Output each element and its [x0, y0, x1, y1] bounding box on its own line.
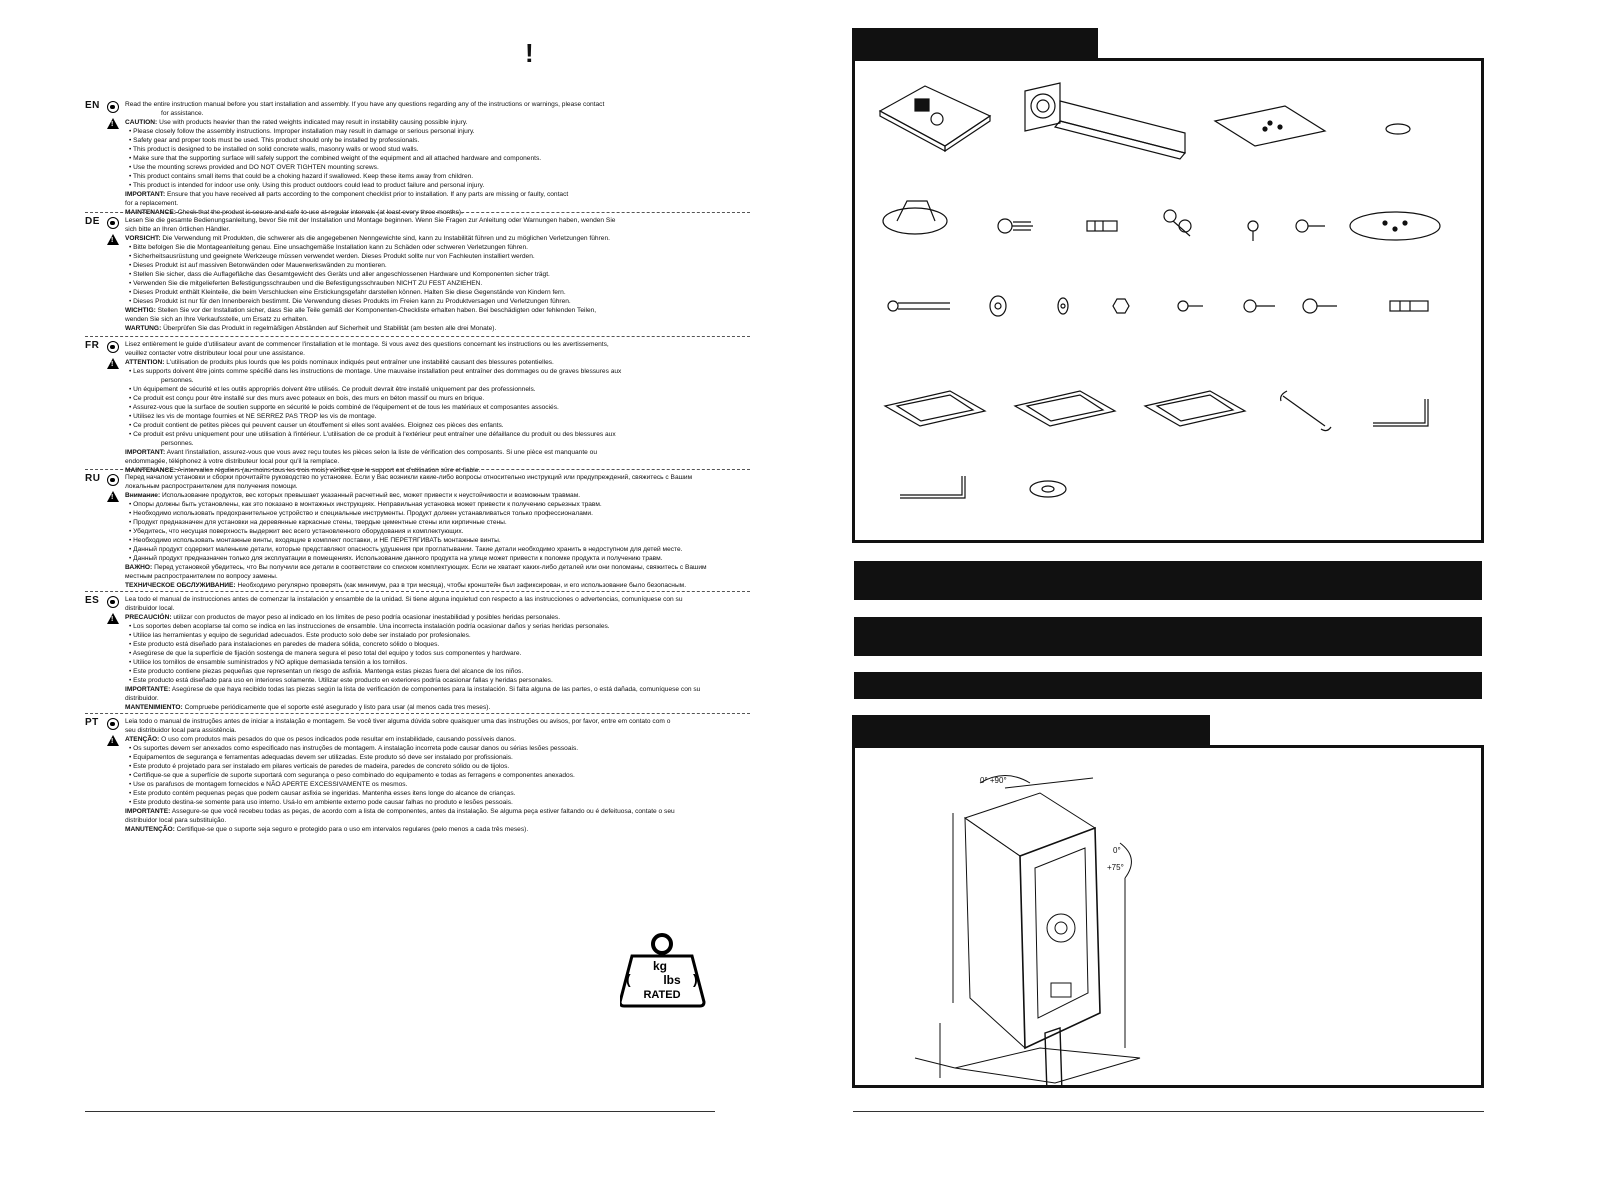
instruction-line: • This product contains small items that could be a choking hazard if swallowed. Keep these items away from children.	[129, 173, 474, 180]
base-plate	[955, 1048, 1140, 1083]
washer-part-2	[1058, 298, 1068, 314]
enclosure-side	[965, 818, 1025, 1048]
instruction-line: • Este produto contém pequenas peças que podem causar asfixia se ingeridas. Mantenha esses itens longe do alcance de crianças.	[129, 790, 516, 797]
adapter-frame-part-3	[1145, 391, 1245, 426]
swivel-angle-label: 0° +90°	[980, 776, 1007, 785]
caution-icon	[107, 118, 119, 129]
language-text	[125, 473, 750, 590]
instruction-line: • Необходимо использовать предохранительное устройство и специальные инструменты. Продукт должен устанавливаться только профессионалами.	[129, 510, 593, 517]
instruction-line: • Este producto está diseñado para uso en interiores solamente. Utilizar este producto en exteriores podría ocasionar fallas y heridas personales.	[129, 677, 553, 684]
safety-instructions-page	[85, 30, 750, 1150]
globe-icon	[107, 341, 119, 353]
instruction-line: MANTENIMIENTO: Compruebe periódicamente que el soporte esté asegurado y listo para usar (al menos cada tres meses).	[125, 704, 491, 711]
instruction-line: Read the entire instruction manual before you start installation and assembly. If you have any questions regarding any of the instructions or warnings, please contact	[125, 101, 605, 108]
section-divider	[85, 336, 750, 337]
instruction-line: ВАЖНО: Перед установкой убедитесь, что Вы получили все детали в соответствии со списком комплектующих. Если не хватает каких-либо деталей или они поломаны, свяжитесь с Вашим	[125, 564, 707, 571]
instruction-line: IMPORTANTE: Assegure-se que você recebeu todas as peças, de acordo com a lista de componentes, antes da instalação. Se alguma peça estiver faltando ou é defeituosa, contate o seu	[125, 808, 675, 815]
rubber-foot-part	[1030, 481, 1066, 497]
parts-illustration	[855, 61, 1481, 540]
language-text	[125, 100, 750, 217]
caution-icon	[107, 735, 119, 746]
round-plate-part	[1350, 212, 1440, 240]
enclosure-window	[1035, 848, 1088, 1018]
enclosure-top	[965, 793, 1095, 856]
instruction-line: • Продукт предназначен для установки на деревянные каркасные стены, твердые цементные стены или кирпичные стены.	[129, 519, 507, 526]
globe-icon	[107, 101, 119, 113]
instruction-line: • Un équipement de sécurité et les outils appropriés doivent être utilisés. Ce produit devrait être installé uniquement par des professionnels.	[129, 386, 536, 393]
screw-part-3	[1296, 220, 1325, 232]
instruction-line: • Ce produit contient de petites pièces qui peuvent causer un étouffement si elles sont avalées. Eloignez ces pièces des enfants.	[129, 422, 504, 429]
instruction-line: • Assurez-vous que la surface de soutien supporte en sécurité le poids combiné de l'équipement et de tous les matériaux et composantes associés.	[129, 404, 559, 411]
instruction-line: distribuidor.	[125, 695, 159, 702]
instruction-line: • Данный продукт предназначен только для эксплуатации в помещениях. Использование данного продукта на улице может привести к поломке продукта и получению травм.	[129, 555, 663, 562]
mount-circle	[1047, 914, 1075, 942]
screw-part-6	[1303, 299, 1337, 313]
dimensions-tab	[852, 715, 1210, 747]
instruction-line: • Ce produit est prévu uniquement pour une utilisation à l'intérieur. L'utilisation de ce produit à l'extérieur peut entraîner une défaillance du produit ou des blessures aux	[129, 431, 616, 438]
weight-unit-lbs: lbs	[663, 973, 681, 987]
instruction-line: wenden Sie sich an Ihre Verkaufsstelle, um Ersatz zu erhalten.	[125, 316, 308, 323]
language-text	[125, 595, 750, 712]
section-bar-3	[854, 672, 1482, 699]
adapter-frame-part-1	[885, 391, 985, 426]
washer-part-1	[990, 296, 1006, 316]
instruction-line: • Utilice las herramientas y equipo de seguridad adecuados. Este producto solo debe ser instalado por profesionales.	[129, 632, 471, 639]
weight-rating-badge	[620, 930, 710, 1010]
instruction-line: • Este produto destina-se somente para uso interno. Usá-lo em ambiente externo pode causar falhas no produto e lesões pessoais.	[129, 799, 513, 806]
instruction-line: • Este produto é projetado para ser instalado em pilares verticais de paredes de madeira, paredes de concreto sólido ou de tijolos.	[129, 763, 510, 770]
instruction-line: • Убедитесь, что несущая поверхность выдержит вес всего установленного оборудования и комплектующих.	[129, 528, 464, 535]
caution-icon	[107, 358, 119, 369]
instruction-line: distribuidor local para substituição.	[125, 817, 227, 824]
warning-heading: !	[525, 38, 534, 68]
instruction-line: IMPORTANTE: Asegúrese de que haya recibido todas las piezas según la lista de verificación de componentes para la instalación. Si falta alguna de las partes, o está dañada, comuníquese con su	[125, 686, 701, 693]
instruction-line: MAINTENANCE: A intervalles réguliers (au moins tous les trois mois) vérifiez que le support est d'utilisation sûre et fiable.	[125, 467, 481, 474]
section-divider	[85, 212, 750, 213]
instruction-line: ATTENTION: L'utilisation de produits plus lourds que les poids nominaux indiqués peut entraîner une instabilité causant des blessures potentielles.	[125, 359, 554, 366]
weight-unit-kg: kg	[652, 959, 668, 973]
instruction-line: • Os suportes devem ser anexados como especificado nas instruções de montagem. A instalação incorreta pode causar danos ou sérias lesões pessoais.	[129, 745, 579, 752]
stand-pole	[1045, 1028, 1062, 1085]
instruction-line: • Este producto está diseñado para instalaciones en paredes de madera sólida, concreto sólido o bloques.	[129, 641, 440, 648]
screw-part-2	[1248, 221, 1258, 241]
language-text	[125, 216, 750, 333]
instruction-line: Перед началом установки и сборки прочитайте руководство по установке. Если у Вас возникли какие-либо вопросы относительно инструкций или предупреждений, свяжитесь с Вашим	[125, 474, 693, 481]
instruction-line: WICHTIG: Stellen Sie vor der Installation sicher, dass Sie alle Teile gemäß der Komponenten-Checkliste erhalten haben. Bei beschädigten oder fehlenden Teilen,	[125, 307, 597, 314]
instruction-line: distribuidor local.	[125, 605, 175, 612]
instruction-line: • Equipamentos de segurança e ferramentas adequadas devem ser utilizadas. Este produto só deve ser instalado por profissionais.	[129, 754, 513, 761]
globe-icon	[107, 718, 119, 730]
base-plate-part	[1215, 106, 1325, 146]
instruction-line: • Use os parafusos de montagem fornecidos e NÃO APERTE EXCESSIVAMENTE os mesmos.	[129, 781, 408, 788]
instruction-line: personnes.	[161, 377, 194, 384]
enclosure-front	[1020, 828, 1100, 1048]
instruction-line: veuillez contacter votre distributeur local pour une assistance.	[125, 350, 305, 357]
instruction-line: • Dieses Produkt ist nur für den Innenbereich bestimmt. Die Verwendung dieses Produkts im Freien kann zu Produktversagen und Verletzungen führen.	[129, 298, 571, 305]
tablet-enclosure-part	[880, 86, 990, 151]
weight-paren-close: )	[693, 971, 698, 987]
instruction-line: IMPORTANT: Avant l'installation, assurez-vous que vous avez reçu toutes les pièces selon la liste de vérification des composants. Si une pièce est manquante ou	[125, 449, 597, 456]
instruction-line: • Ce produit est conçu pour être installé sur des murs avec poteaux en bois, des murs en béton massif ou murs en brique.	[129, 395, 485, 402]
instruction-line: • Необходимо использовать монтажные винты, входящие в комплект поставки, и НЕ ПЕРЕТЯГИВАТЬ монтажные винты.	[129, 537, 501, 544]
hex-key-part-2	[900, 476, 965, 498]
instruction-line: • Utilisez les vis de montage fournies et NE SERREZ PAS TROP les vis de montage.	[129, 413, 377, 420]
instruction-line: • Dieses Produkt ist auf massiven Betonwänden oder Mauerwerkswänden zu montieren.	[129, 262, 387, 269]
language-text	[125, 717, 750, 834]
tilt-angle-bottom-label: +75°	[1107, 863, 1124, 872]
parts-list-tab	[852, 28, 1098, 60]
instruction-line: CAUTION: Use with products heavier than the rated weights indicated may result in instability causing possible injury.	[125, 119, 468, 126]
globe-icon	[107, 474, 119, 486]
language-code: RU	[85, 473, 101, 484]
screw-part-4	[1178, 301, 1203, 311]
wall-anchor-part-2	[1390, 301, 1428, 311]
instruction-line: ATENÇÃO: O uso com produtos mais pesados do que os pesos indicados pode resultar em instabilidade, causando possíveis danos.	[125, 736, 516, 743]
instruction-line: местным распространителем по вопросу замены.	[125, 573, 278, 580]
caution-icon	[107, 234, 119, 245]
language-code: PT	[85, 717, 99, 728]
weight-rated-label: RATED	[643, 989, 681, 1001]
adapter-frame-part-2	[1015, 391, 1115, 426]
language-code: ES	[85, 595, 100, 606]
instruction-line: VORSICHT: Die Verwendung mit Produkten, die schwerer als die angegebenen Nenngewichte sind, kann zu Instabilität führen und zu möglichen Verletzungen führen.	[125, 235, 610, 242]
instruction-line: • This product is designed to be installed on solid concrete walls, masonry walls or wood stud walls.	[129, 146, 419, 153]
instruction-line: • Utilice los tornillos de ensamble suministrados y NO aplique demasiada tensión a los tornillos.	[129, 659, 408, 666]
instruction-line: • Este producto contiene piezas pequeñas que representan un riesgo de asfixia. Mantenga estas piezas fuera del alcance de los niños.	[129, 668, 524, 675]
instruction-line: локальным распространителем для получения помощи.	[125, 483, 298, 490]
instruction-line: • Sicherheitsausrüstung und geeignete Werkzeuge müssen verwendet werden. Dieses Produkt sollte nur von Fachleuten installiert werden.	[129, 253, 535, 260]
instruction-line: Lea todo el manual de instrucciones antes de comenzar la instalación y ensamble de la unidad. Si tiene alguna inquietud con respecto a las instrucciones o advertencias, comuníquese con su	[125, 596, 683, 603]
instruction-line: • Safety gear and proper tools must be used. This product should only be installed by professionals.	[129, 137, 420, 144]
instruction-line: MAINTENANCE: Check that the product is secure and safe to use at regular intervals (at least every three months).	[125, 209, 463, 216]
section-divider	[85, 591, 750, 592]
caution-icon	[107, 491, 119, 502]
instruction-line: MANUTENÇÃO: Certifique-se que o suporte seja seguro e protegido para o uso em intervalos regulares (pelo menos a cada três meses).	[125, 826, 529, 833]
base-cover-part	[883, 201, 947, 234]
lock-block	[1051, 983, 1071, 997]
stand-pole-part	[1025, 83, 1185, 159]
instruction-line: • Certifique-se que a superfície de suporte suportará com segurança o peso combinado do equipamento e todas as ferragens e componentes anexados.	[129, 772, 575, 779]
instruction-line: endommagée, téléphonez à votre distributeur local pour qu'il la remplace.	[125, 458, 340, 465]
caution-icon	[107, 613, 119, 624]
bottom-rule-left	[85, 1111, 715, 1112]
instruction-line: Lisez entièrement le guide d'utilisateur avant de commencer l'installation et le montage. Si vous avez des questions concernant les instructions ou les avertissements,	[125, 341, 609, 348]
instruction-line: seu distribuidor local para assistência.	[125, 727, 237, 734]
instruction-line: IMPORTANT: Ensure that you have received all parts according to the component checklist prior to installation. If any parts are missing or faulty, contact	[125, 191, 569, 198]
language-text	[125, 340, 750, 475]
tilt-angle-top-label: 0°	[1113, 846, 1121, 855]
key-part	[1164, 210, 1191, 236]
screw-part-5	[1244, 300, 1275, 312]
instruction-line: • Les supports doivent être joints comme spécifié dans les instructions de montage. Une mauvaise installation peut entraîner des dommages ou de graves blessures aux	[129, 368, 622, 375]
dimensions-box	[852, 745, 1484, 1088]
hex-key-part-1	[1373, 399, 1428, 426]
instruction-line: Внимание: Использование продуктов, вес которых превышает указанный расчетный вес, может привести к неустойчивости и возможным травмам.	[125, 492, 581, 499]
tilt-arc-icon	[1120, 843, 1131, 878]
parts-list-box	[852, 58, 1484, 543]
instruction-line: • Опоры должны быть установлены, как это показано в монтажных инструкциях. Неправильная установка может привести к получению серьезных травм.	[129, 501, 602, 508]
screw-part-1	[998, 219, 1033, 233]
instruction-line: • Stellen Sie sicher, dass die Auflagefläche das Gesamtgewicht des Geräts und aller angeschlossenen Hardware und Komponenten sicher trägt.	[129, 271, 550, 278]
language-code: DE	[85, 216, 100, 227]
instruction-line: Leia todo o manual de instruções antes de iniciar a instalação e montagem. Se você tiver alguma dúvida sobre quaisquer uma das instruções ou avisos, por favor, entre em contato com o	[125, 718, 671, 725]
weight-icon	[620, 930, 710, 1010]
instruction-line: WARTUNG: Überprüfen Sie das Produkt in regelmäßigen Abständen auf Sicherheit und Stabilität (am besten alle drei Monate).	[125, 325, 497, 332]
globe-icon	[107, 217, 119, 229]
instruction-line: • Los soportes deben acoplarse tal como se indica en las instrucciones de ensamble. Una incorrecta instalación podría ocasionar daños y serias heridas personales.	[129, 623, 610, 630]
language-code: FR	[85, 340, 100, 351]
instruction-line: Lesen Sie die gesamte Bedienungsanleitung, bevor Sie mit der Installation und Montage beginnen. Wenn Sie Fragen zur Anleitung oder Warnungen haben, wenden Sie	[125, 217, 616, 224]
instruction-line: • Use the mounting screws provided and DO NOT OVER TIGHTEN mounting screws.	[129, 164, 379, 171]
section-bar-2	[854, 617, 1482, 656]
bottom-rule-right	[853, 1111, 1484, 1112]
instruction-line: • Make sure that the supporting surface will safely support the combined weight of the equipment and all attached hardware and components.	[129, 155, 542, 162]
weight-paren-open: (	[626, 971, 631, 987]
instruction-line: personnes.	[161, 440, 194, 447]
instruction-line: sich bitte an Ihren örtlichen Händler.	[125, 226, 231, 233]
instruction-line: • Asegúrese de que la superficie de fijación sostenga de manera segura el peso total del equipo y todos sus componentes y hardware.	[129, 650, 522, 657]
instruction-line: • Bitte befolgen Sie die Montageanleitung genau. Eine unsachgemäße Installation kann zu Schäden oder schweren Verletzungen führen.	[129, 244, 528, 251]
section-divider	[85, 469, 750, 470]
instruction-line: ТЕХНИЧЕСКОЕ ОБСЛУЖИВАНИЕ: Необходимо регулярно проверять (как минимум, раз в три месяца), чтобы кронштейн был зафиксирован, и его использование было безопасным.	[125, 582, 687, 589]
wrench-part	[1281, 391, 1331, 431]
instruction-line: PRECAUCIÓN: utilizar con productos de mayor peso al indicado en los límites de peso podría ocasionar inestabilidad y posibles heridas personales.	[125, 614, 561, 621]
section-bar-1	[854, 561, 1482, 600]
instruction-line: • Please closely follow the assembly instructions. Improper installation may result in damage or serious personal injury.	[129, 128, 475, 135]
instruction-line: for assistance.	[161, 110, 204, 117]
long-bolt-part	[888, 301, 950, 311]
instruction-line: • Данный продукт содержит маленькие детали, которые представляют опасность удушения при проглатывании. Такие детали необходимо хранить в недоступном для детей месте.	[129, 546, 683, 553]
instruction-line: • Verwenden Sie die mitgelieferten Befestigungsschrauben und die Befestigungsschrauben NICHT ZU FEST ANZIEHEN.	[129, 280, 483, 287]
small-disc-part	[1386, 124, 1410, 134]
language-code: EN	[85, 100, 100, 111]
instruction-line: • Dieses Produkt enthält Kleinteile, die beim Verschlucken eine Erstickungsgefahr darstellen können. Halten Sie diese Gegenstände von Kindern fern.	[129, 289, 566, 296]
stand-dimension-drawing	[855, 748, 1481, 1085]
instruction-line: • This product is intended for indoor use only. Using this product outdoors could lead to product failure and personal injury.	[129, 182, 485, 189]
wall-anchor-part	[1087, 221, 1117, 231]
section-divider	[85, 713, 750, 714]
nut-part	[1113, 299, 1129, 313]
globe-icon	[107, 596, 119, 608]
instruction-line: for a replacement.	[125, 200, 179, 207]
